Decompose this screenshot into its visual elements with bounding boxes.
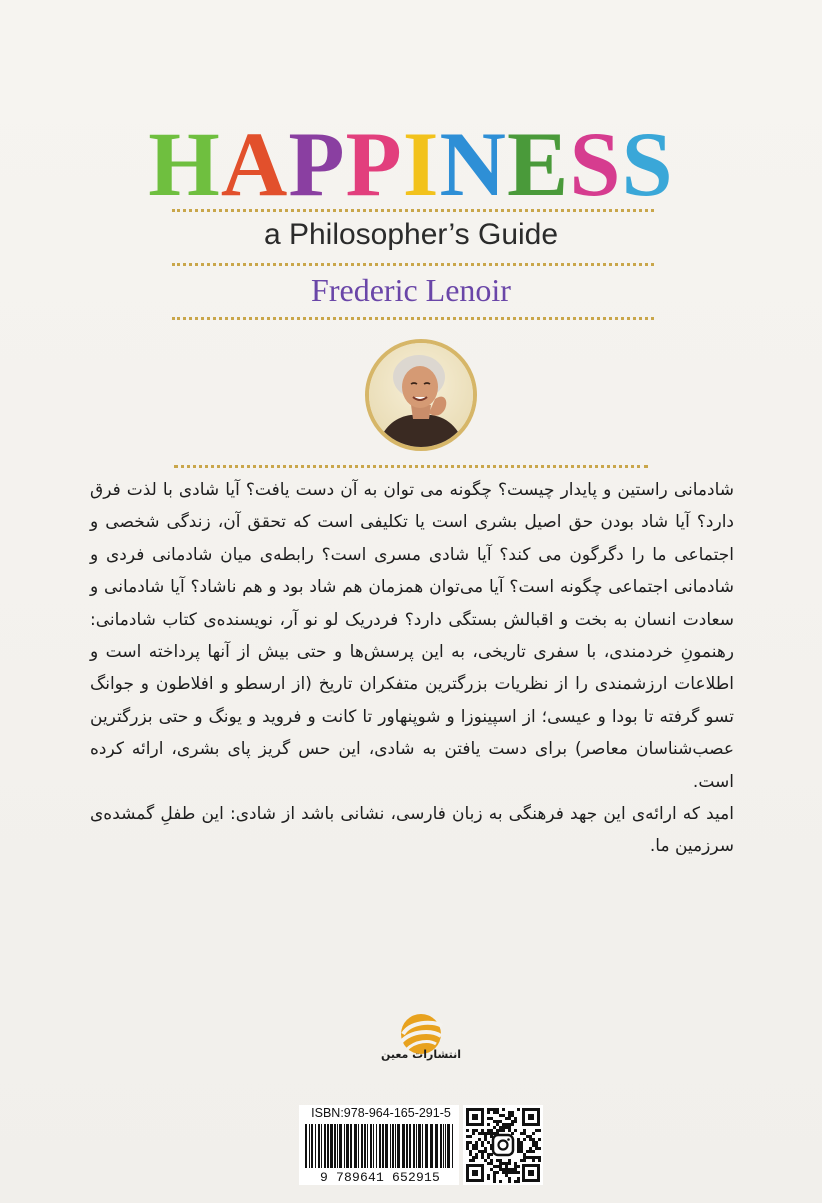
title-letter: S	[621, 113, 674, 215]
book-subtitle: a Philosopher’s Guide	[263, 218, 559, 251]
blurb-paragraph-2: امید که ارائه‌ی این جهد فرهنگی به زبان فارسی، نشانی باشد از شادی: این طفلِ گمشده‌ی سرزمین ما.	[90, 804, 734, 857]
qr-code-icon	[463, 1105, 543, 1185]
title-letter: P	[288, 113, 346, 215]
divider-dots-2	[172, 263, 654, 266]
divider-dots-3	[172, 317, 654, 320]
blurb-text	[90, 474, 734, 863]
title-letter: A	[220, 113, 289, 215]
barcode-icon	[303, 1124, 455, 1170]
book-title	[0, 113, 822, 215]
publisher-name: انتشارات معین	[380, 1048, 462, 1061]
isbn-label: ISBN:978-964-165-291-5	[311, 1106, 451, 1120]
title-letter: S	[569, 113, 622, 215]
title-letter: E	[506, 113, 570, 215]
divider-dots-4	[174, 465, 648, 468]
divider-dots-1	[172, 209, 654, 212]
title-letter: H	[148, 113, 221, 215]
instagram-icon	[493, 1135, 513, 1155]
title-letter: N	[439, 113, 507, 215]
barcode-digits: 9 789641 652915	[319, 1170, 441, 1185]
author-portrait-icon	[365, 339, 477, 451]
book-author: Frederic Lenoir	[311, 272, 511, 308]
title-letter: P	[345, 113, 403, 215]
publisher-logo-icon	[386, 1012, 456, 1082]
blurb-paragraph-1: شادمانی راستین و پایدار چیست؟ چگونه می توان به آن دست یافت؟ آیا شادی با لذت فرق دارد؟ آیا شاد بودن حق اصیل بشری است یا تکلیفی است که تحقق آن، زندگی شخصی و اجتماعی ما را دگرگون می کند؟ آیا شادی مسری است؟ رابطه‌ی میان شادمانی فردی و شادمانی اجتماعی چگونه است؟ آیا می‌توان همزمان هم شاد بود و هم ناشاد؟ آیا شادمانی و سعادت انسان به بخت و اقبالش بستگی دارد؟ فردریک لو نو آر، نویسنده‌ی کتاب شادمانی: رهنمونِ خردمندی، با سفری تاریخی، به این پرسش‌ها و حتی بیش از آنها پرداخته است و اطلاعات ارزشمندی را از نظریات بزرگترین متفکران تاریخ (از ارسطو و افلاطون و جوانگ تسو گرفته تا بودا و عیسی؛ از اسپینوزا و شوپنهاور تا کانت و فروید و یونگ و حتی بزرگترین عصب‌شناسان معاصر) برای دست یافتن به شادی، این حس گریز پای بشری، ارائه کرده است.	[90, 480, 734, 792]
title-letter: I	[402, 113, 440, 215]
